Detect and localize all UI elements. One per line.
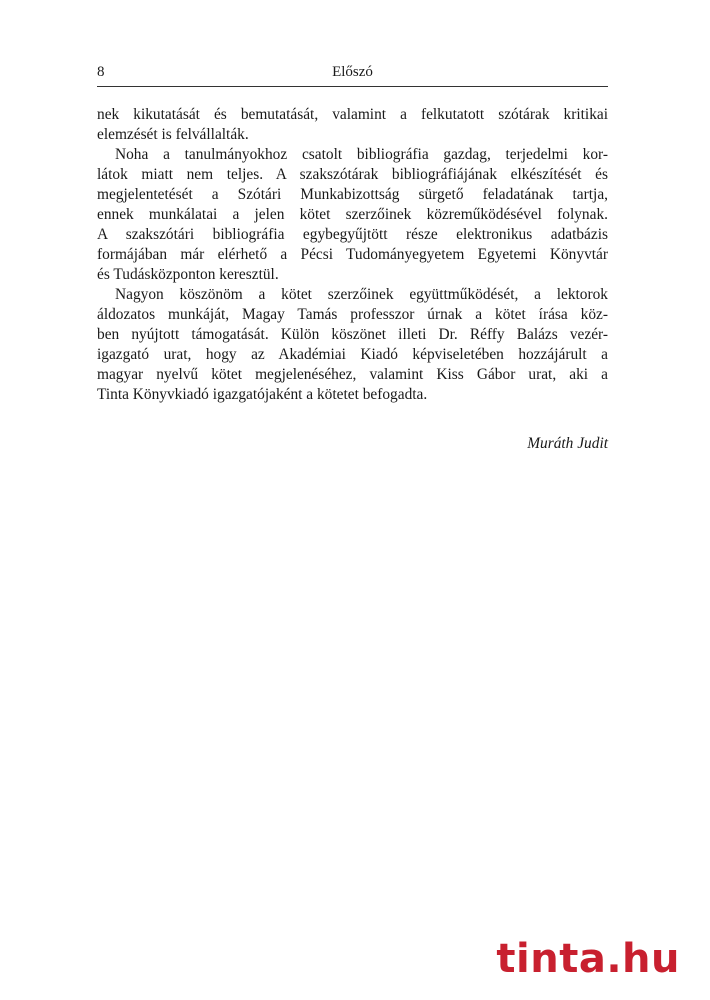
text-line: elemzését is felvállalták. <box>97 126 249 143</box>
text-line: áldozatos munkáját, Magay Tamás professzor úrnak a kötet írása köz- <box>97 306 608 323</box>
watermark-logo: tinta.hu <box>496 936 680 982</box>
text-line: látok miatt nem teljes. A szakszótárak bibliográfiájának elkészítését és <box>97 166 608 183</box>
paragraph <box>97 285 608 405</box>
text-line: ennek munkálatai a jelen kötet szerzőinek közreműködésével folynak. <box>97 206 608 223</box>
text-line: megjelentetését a Szótári Munkabizottság sürgető feladatának tartja, <box>97 186 608 203</box>
text-line: ben nyújtott támogatását. Külön köszönet illeti Dr. Réffy Balázs vezér- <box>97 326 608 343</box>
text-line: nek kikutatását és bemutatását, valamint a felkutatott szótárak kritikai <box>97 106 608 123</box>
text-line: Nagyon köszönöm a kötet szerzőinek együttműködését, a lektorok <box>115 286 608 303</box>
text-line: A szakszótári bibliográfia egybegyűjtött része elektronikus adatbázis <box>97 226 608 243</box>
page-number: 8 <box>97 64 105 80</box>
text-line: igazgató urat, hogy az Akadémiai Kiadó képviseletében hozzájárult a <box>97 346 608 363</box>
text-line: és Tudásközponton keresztül. <box>97 266 279 283</box>
running-title: Előszó <box>332 64 373 80</box>
paragraph <box>97 145 608 285</box>
text-line: Noha a tanulmányokhoz csatolt bibliográfia gazdag, terjedelmi kor- <box>115 146 608 163</box>
author-signature: Muráth Judit <box>527 435 608 452</box>
page-header <box>97 64 608 87</box>
paragraph <box>97 105 608 145</box>
body-text <box>97 105 608 405</box>
text-line: magyar nyelvű kötet megjelenéséhez, valamint Kiss Gábor urat, aki a <box>97 366 608 383</box>
text-line: formájában már elérhető a Pécsi Tudományegyetem Egyetemi Könyvtár <box>97 246 608 263</box>
text-line: Tinta Könyvkiadó igazgatójaként a kötetet befogadta. <box>97 386 428 403</box>
